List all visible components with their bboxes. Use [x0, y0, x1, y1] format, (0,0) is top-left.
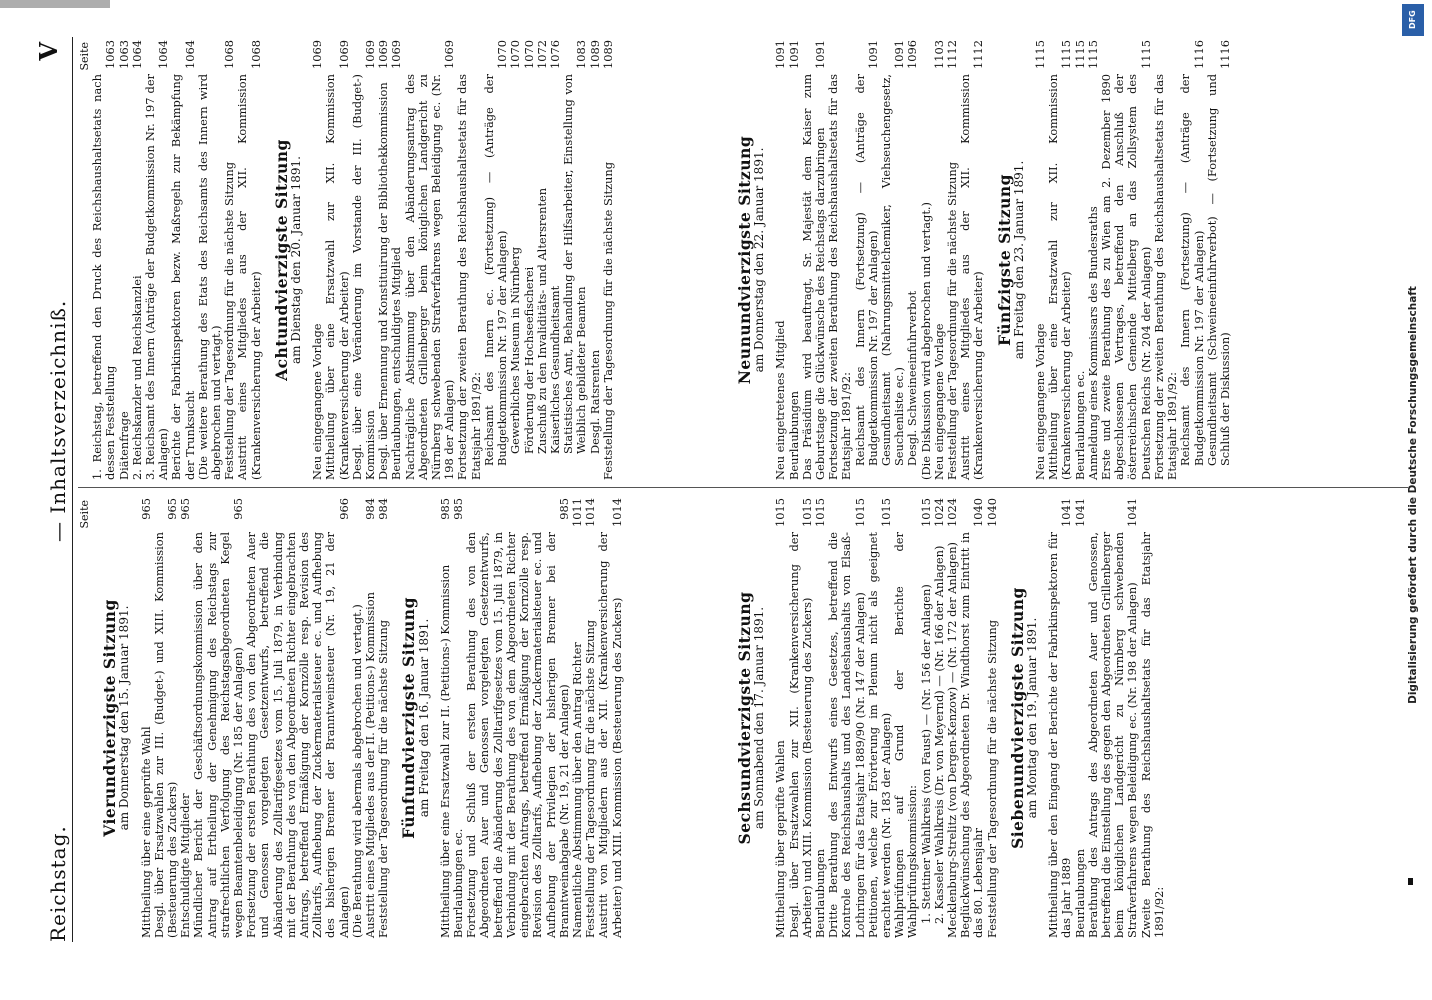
toc-entry-page: 966 [336, 498, 351, 520]
toc-entry [959, 498, 985, 938]
toc-entry [153, 498, 179, 938]
toc-entry [854, 40, 880, 480]
toc-entry-text: Feststellung der Tagesordnung für die nächste Sitzung [583, 619, 598, 938]
toc-entry-page: 1069 [389, 40, 404, 69]
toc-entry [456, 40, 482, 480]
dfg-credit-text: Digitalisierung gefördert durch die Deutsche Forschungsgemeinschaft [1407, 286, 1419, 704]
toc-entry-text: (Die Diskussion wird abgebrochen und vertagt.) [918, 202, 933, 480]
toc-entry-page: 1068 [222, 40, 237, 69]
toc-entry-page: 1015 [918, 498, 933, 527]
toc-entry-text: Fortsetzung der zweiten Berathung des Reichshaushaltsetats für das Etatsjahr 1891/92: [455, 74, 483, 480]
toc-entry [1206, 40, 1232, 480]
toc-entry [245, 498, 351, 938]
toc-entry-page: 1096 [905, 40, 920, 69]
dfg-credit-strip [1400, 0, 1428, 1000]
toc-entry-text: Statistisches Amt, Behandlung der Hilfsarbeiter, Einstellung von Weiblich gebildeter Beamten [561, 74, 589, 454]
toc-entry-page: 1115 [1138, 40, 1153, 69]
session-heading: Sechsundvierzigste Sitzung [735, 591, 754, 845]
toc-entry-page: 1068 [248, 40, 263, 69]
toc-entry [1047, 40, 1073, 480]
toc-entry [1179, 40, 1205, 480]
page-number-roman: V [34, 42, 63, 61]
toc-entry [197, 40, 223, 480]
toc-entry-text: Feststellung der Tagesordnung für die nächste Sitzung [222, 161, 237, 480]
toc-entry-text: 1. Reichstag, betreffend den Druck des Reichshaushaltsetats nach dessen Feststellung [90, 74, 118, 480]
toc-entry-text: Feststellung der Tagesordnung für die nächste Sitzung [945, 161, 960, 480]
toc-entry-text: Reichsamt des Innern ec. (Fortsetzung) — (Anträge der Budgetkommission Nr. 197 der Anlagen) [481, 74, 510, 466]
toc-entry [562, 40, 588, 480]
toc-entry-text: Petitionen, welche zur Erörterung im Plenum nicht als geeignet erachtet werden (Nr. 183 der Anlagen) [865, 532, 894, 938]
toc-entry-page: 1069 [336, 40, 351, 69]
toc-entry-page: 1015 [813, 498, 828, 527]
seite-label: Seite [78, 42, 91, 71]
toc-entry-text: Diätenfrage [116, 411, 131, 480]
toc-entry-text: Mecklenburg-Strelitz (von Dergen-Kenzow) — (Nr. 172 der Anlagen) [945, 542, 960, 938]
header-left: Reichstag. [46, 825, 70, 942]
toc-entry [986, 498, 999, 938]
session-heading: Siebenundvierzigste Sitzung [1007, 587, 1027, 849]
toc-entry-text: Feststellung der Tagesordnung für die nächste Sitzung [600, 161, 615, 480]
toc-entry-page: 1024 [931, 498, 946, 527]
toc-entry-page: 1072 [534, 40, 549, 69]
toc-entry-page: 1064 [156, 40, 171, 69]
toc-entry-page: 1070 [508, 40, 523, 69]
toc-entry-text: Wahlprüfungen auf Grund der Berichte der Wahlprüfungskommission: [892, 532, 920, 938]
session-date: am Sonnabend den 17. Januar 1891. [752, 606, 767, 830]
toc-entry [1087, 498, 1140, 938]
toc-entry-text: Desgl. Schweineeinfuhrverbot [905, 290, 920, 466]
toc-entry-page: 1091 [773, 40, 788, 69]
session-date: am Donnerstag den 22. Januar 1891. [752, 147, 767, 373]
session-date: am Freitag den 16. Januar 1891. [416, 618, 431, 818]
toc-entry-page: 1116 [1217, 40, 1232, 69]
toc-entry-page: 1091 [786, 40, 801, 69]
toc-entry-page: 1115 [1085, 40, 1100, 69]
toc-entry-page: 1040 [971, 498, 986, 527]
header-center: — Inhaltsverzeichniß. [46, 299, 70, 542]
toc-entry-page: 1069 [310, 40, 325, 69]
toc-entry-text: Dritte Berathung des Entwurfs eines Gesetzes, betreffend die Kontrole des Reichshaushalts und des Landeshaushalts von Elsaß-Lothringen für das Etatsjahr 1889/90 (Nr. 147 der Anlagen) [826, 532, 867, 938]
toc-column [726, 40, 1416, 480]
toc-entry [144, 40, 170, 480]
toc-entry [91, 40, 117, 480]
toc-entry-text: Förderung der Hochseefischerei [521, 266, 536, 454]
toc-entry [236, 40, 262, 480]
toc-entry-text: Mündlicher Bericht der Geschäftsordnungskommission über den Antrag auf Ertheilung der Genehmigung des Reichstags zur strafrechtlichen Verfolgung des Reichstagsabgeordneten Kegel wegen Beamtenbeleidigung (Nr. 185 der Anlagen) [191, 532, 246, 938]
toc-entry [801, 40, 827, 480]
toc-entry-page: 1070 [495, 40, 510, 69]
toc-entry-page: 1015 [799, 498, 814, 527]
toc-entry-text: Das Präsidium wird beauftragt, Sr. Majestät dem Kaiser zum Geburtstage die Glückwünsche des Reichstags darzubringen [799, 74, 828, 480]
toc-entry-page: 1024 [945, 498, 960, 527]
toc-entry-text: Desgl. über Ersatzwahlen zur III. (Budget-) und XIII. Kommission (Besteuerung des Zuckers) [151, 532, 180, 938]
toc-entry-text: Entschuldigte Mitglieder [178, 793, 193, 938]
toc-entry-text: (Die weitere Berathung des Etats des Reichsamts des Innern wird abgebrochen und vertagt.) [195, 74, 224, 480]
toc-entry-page: 1091 [892, 40, 907, 69]
toc-column [78, 498, 718, 938]
toc-entry-text: 2. Reichskanzler und Reichskanzlei [129, 275, 144, 480]
toc-entry-page: 1112 [945, 40, 960, 69]
toc-entry-page: 1064 [129, 40, 144, 69]
toc-entry [377, 498, 390, 938]
toc-entry [597, 498, 623, 938]
toc-entry-text: Desgl. über eine Veränderung im Vorstande der III. (Budget-) Kommission [349, 74, 378, 480]
toc-entry-text: Beurlaubungen ec. [1072, 370, 1087, 480]
toc-entry-page: 1015 [773, 498, 788, 527]
toc-entry-page: 1112 [971, 40, 986, 69]
toc-entry-text: Namentliche Abstimmung über den Antrag Richter [569, 642, 584, 938]
toc-entry-page: 1083 [574, 40, 589, 69]
column-separator [78, 487, 1408, 488]
toc-entry-text: Neu eingegangene Vorlage [931, 323, 946, 480]
toc-entry-page: 965 [178, 498, 193, 520]
toc-entry-text: Austritt eines Mitgliedes aus der XII. Kommission (Krankenversicherung der Arbeiter) [235, 74, 263, 480]
toc-entry [602, 40, 615, 480]
toc-entry [788, 498, 814, 938]
toc-column [78, 40, 718, 480]
toc-entry-page: 1041 [1072, 498, 1087, 527]
toc-entry-page: 965 [231, 498, 246, 520]
toc-entry [351, 40, 377, 480]
toc-entry-text: Anmeldung eines Kommissars des Bundesraths [1085, 206, 1100, 480]
running-header [6, 42, 70, 942]
toc-entry-text: Mittheilung über eine geprüfte Wahl [138, 726, 153, 938]
toc-entry [867, 498, 893, 938]
header-rule [72, 37, 73, 942]
toc-entry-text: Fortsetzung der zweiten Berathung des Reichshaushaltsetats für das Etatsjahr 1891/92: [1151, 74, 1180, 480]
toc-entry-text: Desgl. Ratsrenten [587, 349, 602, 454]
toc-entry-text: Desgl. über Ernennung und Konstituirung der Bibliothekkommission [376, 82, 391, 480]
toc-entry-text: 3. Reichsamt des Innern (Anträge der Budgetkommission Nr. 197 der Anlagen) [143, 74, 171, 480]
toc-entry-page: 1091 [813, 40, 828, 69]
toc-entry [1100, 40, 1153, 480]
toc-entry-text: Beurlaubungen, entschuldigtes Mitglied [389, 247, 404, 480]
session-date: am Dienstag den 20. Januar 1891. [289, 156, 304, 364]
toc-entry-page: 1063 [116, 40, 131, 69]
toc-entry [1153, 40, 1179, 480]
toc-entry [170, 40, 196, 480]
toc-entry-text: Beurlaubungen [813, 849, 828, 938]
session-heading: Neunundvierzigste Sitzung [735, 135, 754, 385]
session-date: am Donnerstag den 15. Januar 1891. [117, 605, 132, 831]
toc-entry-text: 2. Kasseler Wahlkreis (Dr. von Meyernd) — (Nr. 166 der Anlagen) [931, 545, 946, 924]
toc-entry [959, 40, 985, 480]
toc-entry-page: 1064 [182, 40, 197, 69]
toc-entry [465, 498, 571, 938]
toc-entry-page: 985 [437, 498, 452, 520]
toc-entry-page: 1014 [609, 498, 624, 527]
session-heading: Fünfundvierzigste Sitzung [399, 597, 419, 839]
toc-entry-text: Berichte der Fabrikinspektoren bezw. Maßregeln zur Bekämpfung der Trunksucht [169, 74, 197, 480]
toc-entry-text: Fortsetzung der zweiten Berathung des Reichshaushaltsetats für das Etatsjahr 1891/92: [826, 74, 854, 480]
toc-entry-page: 965 [138, 498, 153, 520]
session-heading: Achtundvierzigste Sitzung [271, 139, 291, 381]
toc-entry-text: Mittheilung über geprüfte Wahlen [773, 740, 788, 938]
toc-column [726, 498, 1416, 938]
session-heading: Fünfzigste Sitzung [994, 173, 1014, 347]
toc-entry-text: Erste und zweite Berathung des zu Wien am 2. Dezember 1890 abgeschlossenen Vertrages, betreffend den Anschluß der österreichischen Gemeinde Mittelberg an das Zollsystem des Deutschen Reichs (Nr. 204 der Anlagen) [1099, 74, 1153, 480]
toc-entry-page: 1011 [569, 498, 584, 527]
toc-entry-text: Desgl. über Ersatzwahlen zur XII. (Krankenversicherung der Arbeiter) und XIII. Kommission (Besteuerung des Zuckers) [786, 532, 814, 938]
toc-entry [404, 40, 457, 480]
toc-entry-page: 1115 [1033, 40, 1048, 69]
toc-entry [483, 40, 509, 480]
toc-entry-text: Gewerbliches Museum in Nürnberg [508, 246, 523, 454]
toc-entry-text: Reichsamt des Innern (Fortsetzung) — (Anträge der Budgetkommission Nr. 197 der Anlagen) [852, 74, 880, 466]
toc-entry-text: Beurlaubungen [1072, 849, 1087, 938]
toc-entry-text: Feststellung der Tagesordnung für die nächste Sitzung [984, 619, 999, 938]
toc-entry-text: Austritt von Mitgliedern aus der XII. (Krankenversicherung der Arbeiter) und XIII. Kommission (Besteuerung des Zuckers) [596, 532, 624, 938]
toc-entry-page: 1069 [442, 40, 457, 69]
toc-entry [1140, 498, 1166, 938]
toc-entry-page: 1103 [931, 40, 946, 69]
toc-entry-page: 1069 [376, 40, 391, 69]
toc-entry-text: Mittheilung über eine Ersatzwahl zur XII. Kommission (Krankenversicherung der Arbeiter) [1046, 74, 1074, 480]
toc-entry-page: 1015 [852, 498, 867, 527]
toc-entry [324, 40, 350, 480]
toc-entry-page: 1063 [103, 40, 118, 69]
toc-entry [827, 40, 853, 480]
toc-entry-text: Kaiserliches Gesundheitsamt [547, 285, 562, 454]
toc-entry-text: Austritt eines Mitgliedes aus der XII. Kommission (Krankenversicherung der Arbeiter) [958, 74, 986, 480]
toc-entry-text: Neu eingegangene Vorlage [1033, 323, 1048, 480]
toc-entry-text: Gesundheitsamt (Nahrungsmittelchemiker, Viehseuchengesetz, Seuchenliste ec.) [879, 74, 907, 466]
toc-entry-text: Beurlaubungen ec. [451, 828, 466, 938]
toc-entry-text: Beglückwünschung des Abgeordneten Dr. Windthorst zum Eintritt in das 80. Lebensjahr [958, 532, 986, 938]
toc-entry-text: Zweite Berathung des Reichshaushaltsetats für das Etatsjahr 1891/92: [1138, 532, 1166, 938]
toc-entry-page: 1116 [1191, 40, 1206, 69]
toc-entry-text: Fortsetzung und Schluß der ersten Berathung des von den Abgeordneten Auer und Genossen vorgelegten Gesetzentwurfs, betreffend die Abänderung des Zolltarifgesetzes vom 15. Juli 1879, in Verbindung mit der Berathung des von dem Abgeordneten Richter eingebrachten Antrags, betreffend Ermäßigung der Kornzölle resp. Revision des Zolltarifs, Aufhebung der Zuckermaterialsteuer ec. und Aufhebung der Privilegien der bisherigen Brenner bei der Branntweinabgabe (Nr. 19, 21 der Anlagen) [464, 532, 571, 938]
toc-entry-text: Zuschuß zu den Invaliditäts- und Altersrenten [534, 187, 549, 454]
toc-entry-page: 1040 [984, 498, 999, 527]
toc-entry-text: Gesundheitsamt (Schweineeinfuhrverbot) — (Fortsetzung und Schluß der Diskussion) [1204, 74, 1232, 466]
toc-entry [1047, 498, 1073, 938]
toc-entry-page: 1115 [1072, 40, 1087, 69]
ink-mark [1408, 878, 1413, 885]
seite-label: Seite [78, 500, 91, 529]
toc-entry-page: 984 [363, 498, 378, 520]
toc-entry-text: (Die Berathung wird abermals abgebrochen und vertagt.) [349, 604, 364, 938]
toc-entry-text: Mittheilung über den Eingang der Berichte der Fabrikinspektoren für das Jahr 1889 [1046, 532, 1074, 938]
toc-entry-page: 985 [556, 498, 571, 520]
toc-entry-text: Mittheilung über eine Ersatzwahl zur XII. Kommission (Krankenversicherung der Arbeiter) [323, 74, 351, 480]
toc-entry-page: 1091 [865, 40, 880, 69]
toc-entry-text: Neu eingegangene Vorlage [310, 323, 325, 480]
toc-entry-text: Beurlaubungen [786, 391, 801, 480]
toc-entry-text: Austritt eines Mitgliedes aus der II. (Petitions-) Kommission [363, 592, 378, 938]
toc-entry-page: 1041 [1059, 498, 1074, 527]
toc-entry-page: 1076 [547, 40, 562, 69]
toc-entry-text: Berathung des Antrags des Abgeordneten Auer und Genossen, betreffend die Einstellung des gegen den Abgeordneten Grillenberger beim königlichen Landgericht zu Nürnberg schwebenden Strafverfahrens wegen Beleidigung ec. (Nr. 198 der Anlagen) [1085, 531, 1140, 938]
toc-entry-page: 1070 [521, 40, 536, 69]
toc-entry [192, 498, 245, 938]
session-date: am Freitag den 23. Januar 1891. [1011, 160, 1026, 360]
toc-entry-page: 984 [376, 498, 391, 520]
toc-entry-text: Nachträgliche Abstimmung über den Abänderungsantrag des Abgeordneten Grillenberger beim königlichen Landgericht zu Nürnberg schwebenden Strafverfahrens wegen Beleidigung ec. (Nr. 198 der Anlagen) [402, 74, 457, 480]
toc-entry-page: 965 [165, 498, 180, 520]
toc-entry-page: 1041 [1125, 498, 1140, 527]
toc-entry [893, 498, 919, 938]
toc-entry-text: Reichsamt des Innern (Fortsetzung) — (Anträge der Budgetkommission Nr. 197 der Anlagen) [1178, 74, 1206, 466]
toc-entry-text: Neu eingetretenes Mitglied [773, 320, 788, 480]
toc-entry-text: Mittheilung über eine Ersatzwahl zur II. (Petitions-) Kommission [437, 564, 452, 938]
dfg-logo: DFG [1402, 4, 1424, 36]
toc-entry-page: 1089 [600, 40, 615, 69]
toc-entry [880, 40, 906, 480]
toc-entry-text: Fortsetzung der ersten Berathung des von den Abgeordneten Auer und Genossen vorgelegten Gesetzentwurfs, betreffend die Abänderung des Zolltarifgesetzes vom 15. Juli 1879, in Verbindung mit der Berathung des von den Abgeordneten Richter eingebrachten Antrags, betreffend Ermäßigung der Kornzölle resp. Revision des Zolltarifs, Aufhebung der Zuckermaterialsteuer ec. und Aufhebung des bisherigen Brenner der Branntweinsteuer (Nr. 19, 21 der Anlagen) [244, 532, 351, 938]
toc-entry-page: 1015 [879, 498, 894, 527]
toc-entry [827, 498, 867, 938]
toc-entry-page: 1089 [587, 40, 602, 69]
toc-entry-page: 985 [451, 498, 466, 520]
toc-entry-text: Feststellung der Tagesordnung für die nächste Sitzung [376, 619, 391, 938]
toc-entry-page: 1115 [1059, 40, 1074, 69]
toc-entry-page: 1069 [363, 40, 378, 69]
toc-entry-page: 1014 [583, 498, 598, 527]
toc-entry-text: 1. Stettiner Wahlkreis (von Faust) — (Nr. 156 der Anlagen) [918, 584, 933, 924]
session-heading: Vierundvierzigste Sitzung [100, 599, 120, 837]
session-date: am Montag den 19. Januar 1891. [1025, 617, 1040, 819]
